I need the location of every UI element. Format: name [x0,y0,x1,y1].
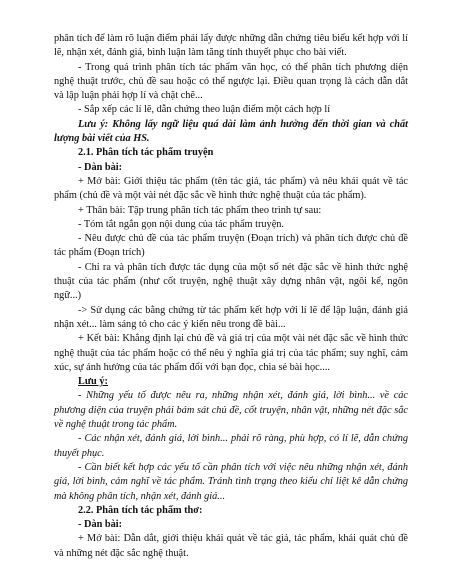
note-item-2: - Các nhận xét, đánh giá, lời bình... phải rõ ràng, phù hợp, có lí lẽ, dẫn chứng thuyết phục. [54,433,408,459]
paragraph-poem-intro: + Mở bài: Dẫn dắt, giới thiệu khái quát về tác giả, tác phẩm, khái quát chủ đề và những nét đặc sắc nghệ thuật. [54,533,408,559]
heading-poem-analysis: 2.2. Phân tích tác phẩm thơ: [78,504,203,516]
list-item-evidence: -> Sử dụng các bằng chứng từ tác phẩm kết hợp với lí lẽ để lập luận, đánh giá nhận xét... làm sáng tỏ cho các ý kiến nêu trong đề bài... [54,304,408,330]
paragraph-story-body: + Thân bài: Tập trung phân tích tác phẩm theo trình tự sau: [78,204,322,216]
subheading-outline-poem: - Dàn bài: [78,519,123,531]
paragraph-arrange-evidence: - Sắp xếp các lí lẽ, dẫn chứng theo luận điểm một cách hợp lí [78,104,331,116]
note-item-1: - Những yếu tố được nêu ra, những nhận xét, đánh giá, lời bình... về các phương diện của truyện phải bám sát chủ đề, cốt truyện, nhân vật, những nét đặc sắc về nghệ thuật trong tác phẩm. [54,390,408,431]
note-heading: Lưu ý: [78,376,108,388]
note-excerpt-length: Lưu ý: Không lấy ngữ liệu quá dài làm ảnh hưởng đến thời gian và chất lượng bài viết của HS. [54,118,408,145]
list-item-theme: - Nêu được chủ đề của tác phẩm truyện (Đoạn trích) và phân tích được chủ đề tác phẩm (Đoạn trích) [54,233,408,259]
paragraph-analysis-intro: phân tích để làm rõ luận điểm phải lấy được những dẫn chứng tiêu biểu kết hợp với lí lẽ, nhận xét, đánh giá, bình luận làm tăng tính thuyết phục cho bài viết. [54,33,408,59]
list-item-summary: - Tóm tắt ngắn gọn nội dung của tác phẩm truyện. [78,218,284,230]
paragraph-story-intro: + Mở bài: Giới thiệu tác phẩm (tên tác giả, tác phẩm) và nêu khái quát về tác phẩm (chủ đề và một vài nét đặc sắc về hình thức nghệ thuật của tác phẩm). [54,175,408,202]
paragraph-analysis-order: - Trong quá trình phân tích tác phẩm văn học, có thể phân tích phương diện nghệ thuật trước, chủ đề sau hoặc có thể ngược lại. Điều quan trọng là cách dẫn dắt và lập luận phải hợp lí và chặt chẽ... [54,61,408,102]
heading-story-analysis: 2.1. Phân tích tác phẩm truyện [78,147,214,159]
paragraph-story-conclusion: + Kết bài: Khẳng định lại chủ đề và giá trị của một vài nét đặc sắc về hình thức nghệ thuật của tác phẩm hoặc có thể nêu ý nghĩa giá trị của tác phẩm; suy nghĩ, cảm xúc, sự ảnh hưởng của tác phẩm đối với bạn đọc, chia sẻ bài học.... [54,333,408,373]
subheading-outline-story: - Dàn bài: [78,161,123,173]
note-item-3: - Cần biết kết hợp các yếu tố cần phân tích với việc nêu những nhận xét, đánh giá, lời bình, cảm nghĩ về tác phẩm. Tránh tình trạng theo kiểu chỉ liệt kê dẫn chứng mà không phân tích, nhận xét, đánh giá... [54,461,408,502]
list-item-art-features: - Chỉ ra và phân tích được tác dụng của một số nét đặc sắc về hình thức nghệ thuật của tác phẩm (như cốt truyện, nghệ thuật xây dựng nhân vật, ngôi kể, ngôn ngữ...) [54,261,408,302]
